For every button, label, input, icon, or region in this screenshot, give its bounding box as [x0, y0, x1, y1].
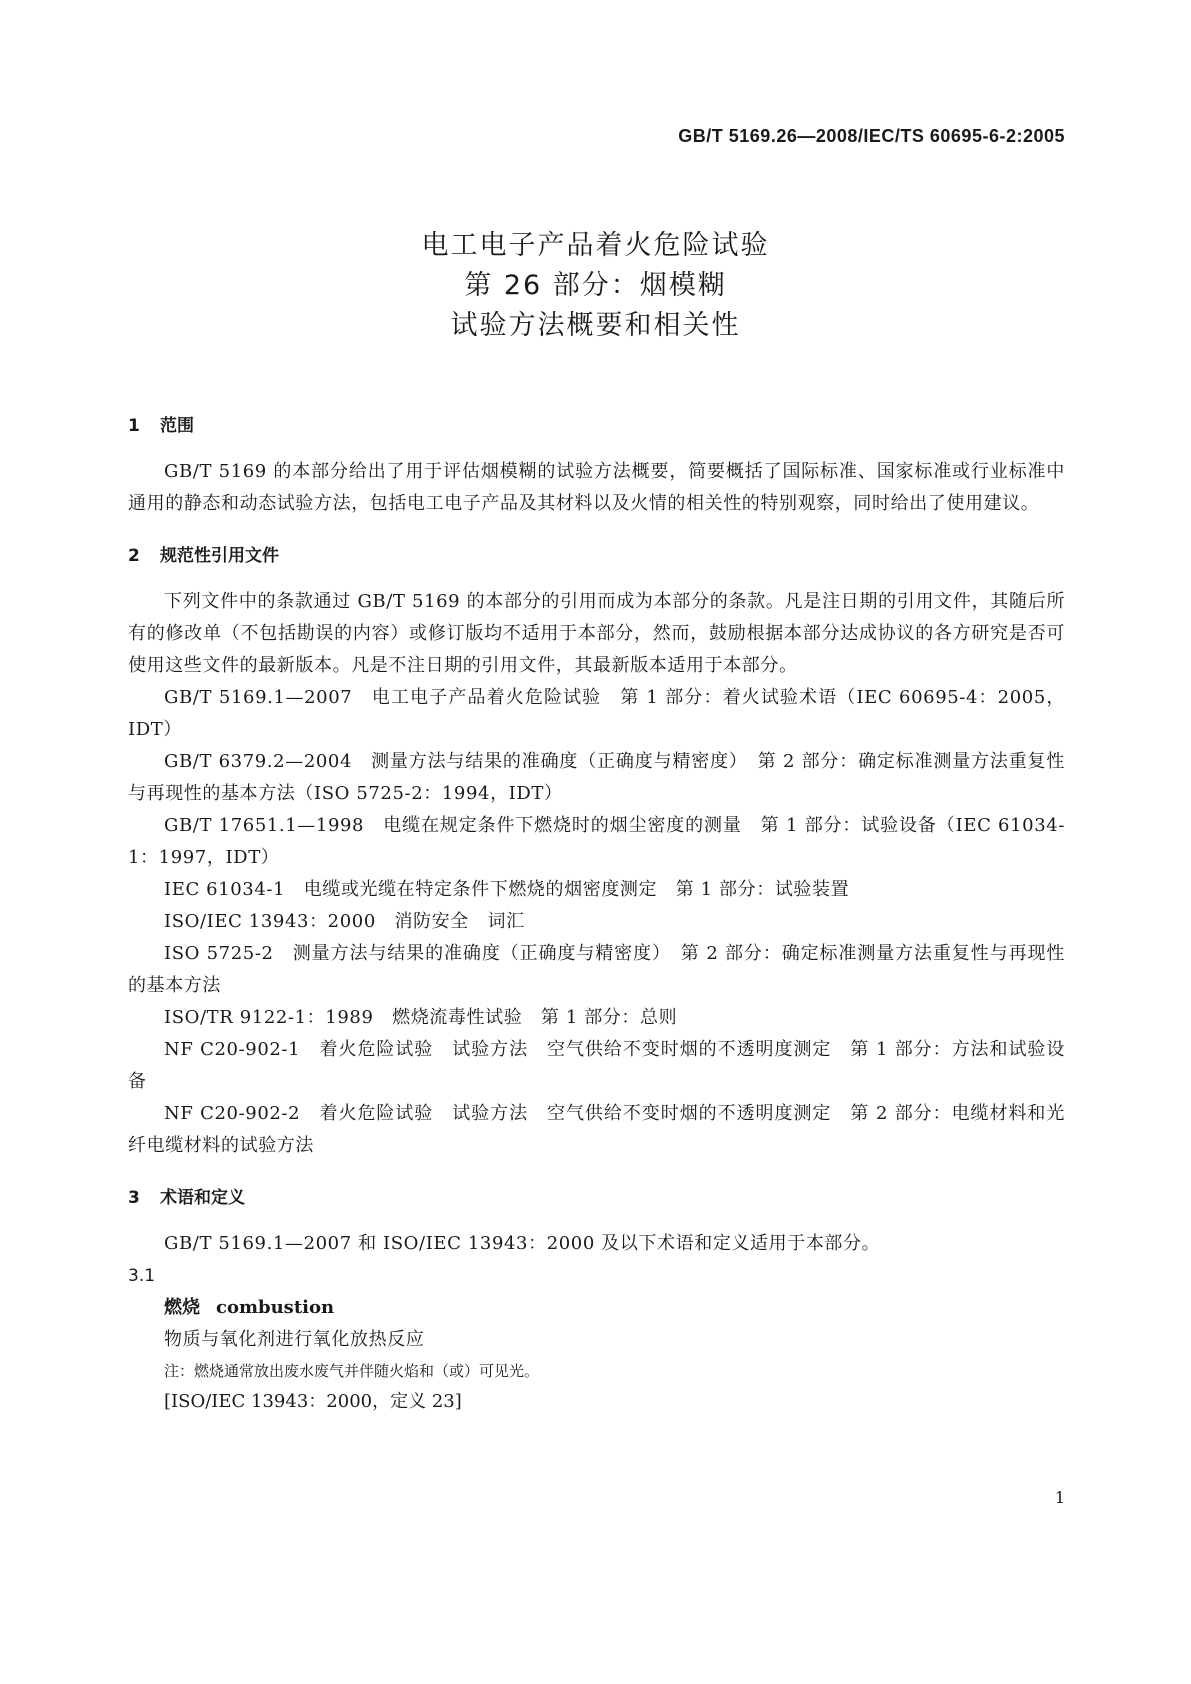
section-3-paragraph: GB/T 5169.1—2007 和 ISO/IEC 13943：2000 及以下术语和定义适用于本部分。 — [164, 1233, 881, 1254]
document-title — [0, 226, 1191, 346]
document-body — [128, 412, 1065, 1418]
section-3-heading — [128, 1184, 1065, 1212]
section-1-paragraph: GB/T 5169 的本部分给出了用于评估烟模糊的试验方法概要，简要概括了国际标准、国家标准或行业标准中通用的静态和动态试验方法，包括电工电子产品及其材料以及火情的相关性的特别观察，同时给出了使用建议。 — [128, 461, 1065, 514]
section-number: 3 — [128, 1188, 140, 1208]
term-name-en: combustion — [216, 1297, 335, 1318]
title-line-1: 电工电子产品着火危险试验 — [421, 230, 770, 261]
standard-code: GB/T 5169.26—2008/IEC/TS 60695-6-2:2005 — [678, 126, 1065, 146]
reference-item: NF C20-902-1 着火危险试验 试验方法 空气供给不变时烟的不透明度测定 第 1 部分：方法和试验设备 — [128, 1039, 1065, 1092]
term-number: 3.1 — [128, 1266, 156, 1286]
section-title: 规范性引用文件 — [160, 546, 279, 566]
title-line-2: 第 26 部分：烟模糊 — [464, 270, 727, 301]
section-title: 术语和定义 — [160, 1188, 245, 1208]
section-number: 1 — [128, 416, 140, 436]
reference-item: GB/T 5169.1—2007 电工电子产品着火危险试验 第 1 部分：着火试验术语（IEC 60695-4：2005，IDT） — [128, 687, 1065, 740]
section-2-paragraph: 下列文件中的条款通过 GB/T 5169 的本部分的引用而成为本部分的条款。凡是注日期的引用文件，其随后所有的修改单（不包括勘误的内容）或修订版均不适用于本部分，然而，鼓励根据本部分达成协议的各方研究是否可使用这些文件的最新版本。凡是不注日期的引用文件，其最新版本适用于本部分。 — [128, 591, 1065, 676]
reference-item: NF C20-902-2 着火危险试验 试验方法 空气供给不变时烟的不透明度测定 第 2 部分：电缆材料和光纤电缆材料的试验方法 — [128, 1103, 1065, 1156]
term-name-zh: 燃烧 — [164, 1297, 200, 1318]
section-1-heading — [128, 412, 1065, 440]
reference-item: ISO/TR 9122-1：1989 燃烧流毒性试验 第 1 部分：总则 — [164, 1007, 678, 1028]
term-definition: 物质与氧化剂进行氧化放热反应 — [164, 1329, 425, 1350]
reference-item: GB/T 6379.2—2004 测量方法与结果的准确度（正确度与精密度） 第 2 部分：确定标准测量方法重复性与再现性的基本方法（ISO 5725-2：1994，IDT） — [128, 751, 1065, 804]
reference-item: ISO/IEC 13943：2000 消防安全 词汇 — [164, 911, 525, 932]
section-number: 2 — [128, 546, 140, 566]
term-name — [128, 1292, 1065, 1324]
title-line-3: 试验方法概要和相关性 — [450, 310, 741, 341]
reference-item: ISO 5725-2 测量方法与结果的准确度（正确度与精密度） 第 2 部分：确定标准测量方法重复性与再现性的基本方法 — [128, 943, 1065, 996]
section-2-heading — [128, 542, 1065, 570]
term-source: [ISO/IEC 13943：2000，定义 23] — [164, 1391, 462, 1412]
section-title: 范围 — [160, 416, 194, 436]
reference-item: IEC 61034-1 电缆或光缆在特定条件下燃烧的烟密度测定 第 1 部分：试验装置 — [164, 879, 850, 900]
reference-item: GB/T 17651.1—1998 电缆在规定条件下燃烧时的烟尘密度的测量 第 1 部分：试验设备（IEC 61034-1：1997，IDT） — [128, 815, 1065, 868]
page-number: 1 — [1054, 1488, 1065, 1507]
term-note: 注：燃烧通常放出废水废气并伴随火焰和（或）可见光。 — [164, 1362, 540, 1380]
